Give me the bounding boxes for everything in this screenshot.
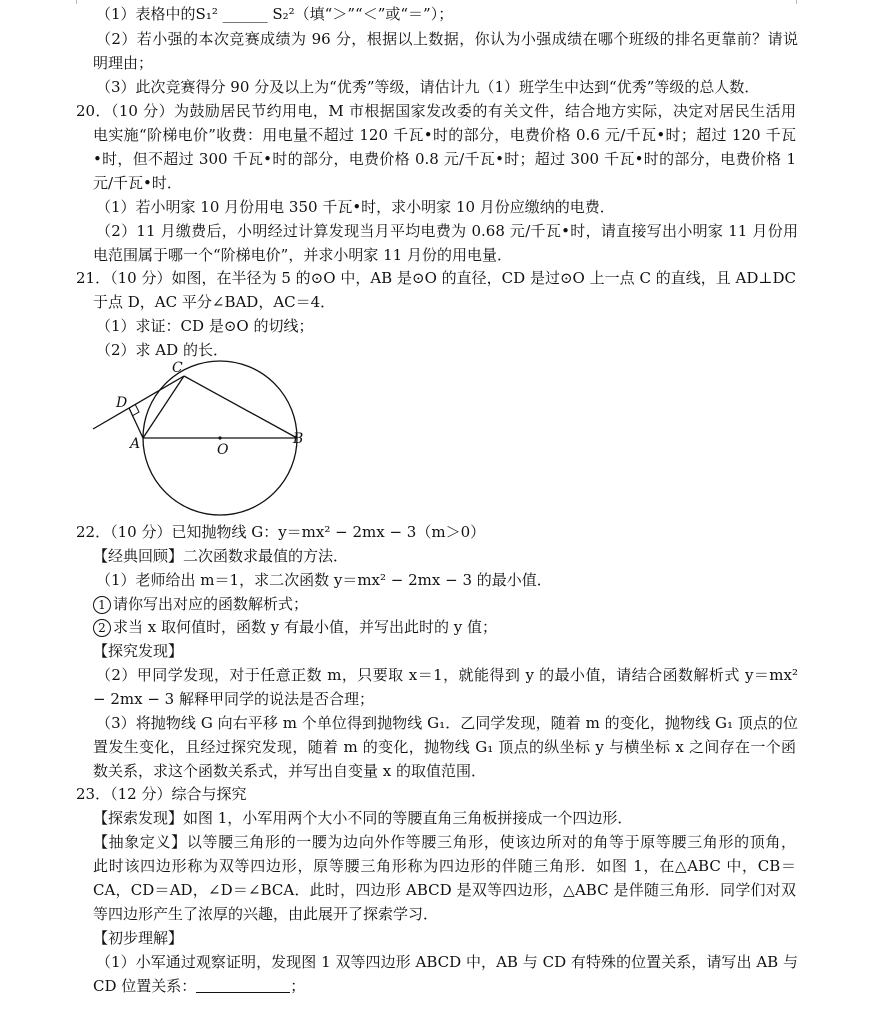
- q19-part2-line1: （2）若小强的本次竞赛成绩为 96 分，根据以上数据，你认为小强成绩在哪个班级的排名更靠前？请说: [96, 30, 798, 48]
- q20-stem-line3: •时，但不超过 300 千瓦•时的部分，电费价格 0.8 元/千瓦•时；超过 300 千瓦•时的部分，电费价格 1: [93, 150, 796, 168]
- q19-part2-line2: 明理由；: [93, 54, 154, 72]
- tangent-line-cd: [93, 376, 184, 429]
- q20-stem-line2: 电实施“阶梯电价”收费：用电量不超过 120 千瓦•时的部分，电费价格 0.6 元/千瓦•时；超过 120 千瓦: [93, 126, 796, 144]
- q22-part1-sub2: [93, 617, 497, 637]
- answer-blank[interactable]: [196, 978, 290, 993]
- q22-part1-sub2-text: 求当 x 取何值时，函数 y 有最小值，并写出此时的 y 值；: [113, 618, 498, 636]
- q21-circle-figure: [86, 356, 326, 520]
- chord-cb: [184, 376, 297, 438]
- q22-part3-line3: 数关系，求这个函数关系式，并写出自变量 x 的取值范围．: [93, 762, 486, 780]
- q23-part1-text: CD 位置关系：: [93, 977, 197, 995]
- margin-mark-left: [76, 0, 77, 4]
- q22-part2-line2: − 2mx − 3 解释甲同学的说法是否合理；: [93, 690, 374, 708]
- q22-part3-line2: 置发生变化，且经过探究发现，随着 m 的变化，抛物线 G₁ 顶点的纵坐标 y 与横坐标 x 之间存在一个函: [93, 738, 796, 756]
- q21-stem-line1: 21．（10 分）如图，在半径为 5 的⊙O 中，AB 是⊙O 的直径，CD 是过⊙O 上一点 C 的直线，且 AD⊥DC: [76, 269, 796, 287]
- q22-heading-explore: 【探究发现】: [93, 642, 184, 660]
- circled-number-1: 1: [93, 596, 111, 614]
- q19-part1: （1）表格中的S₁² ______ S₂²（填“＞”“＜”或“＝”）；: [96, 5, 454, 23]
- q23-stem: 23．（12 分）综合与探究: [76, 785, 247, 803]
- q23-definition-line1: 【抽象定义】以等腰三角形的一腰为边向外作等腰三角形，使该边所对的角等于原等腰三角形的顶角，: [93, 833, 796, 851]
- circled-number-2: 2: [93, 619, 111, 637]
- q23-part1-line2: [93, 976, 305, 996]
- label-c: C: [172, 360, 183, 376]
- q19-part3: （3）此次竞赛得分 90 分及以上为“优秀”等级，请估计九（1）班学生中达到“优秀”等级的总人数．: [96, 78, 760, 96]
- q22-heading-review: 【经典回顾】二次函数求最值的方法．: [93, 547, 349, 565]
- q20-stem-line4: 元/千瓦•时．: [93, 174, 182, 192]
- q20-part1: （1）若小明家 10 月份用电 350 千瓦•时，求小明家 10 月份应缴纳的电费．: [96, 198, 615, 216]
- q21-stem-line2: 于点 D，AC 平分∠BAD，AC＝4．: [93, 293, 336, 311]
- q22-stem: 22．（10 分）已知抛物线 G：y＝mx² − 2mx − 3（m＞0）: [76, 523, 486, 541]
- q21-part2: （2）求 AD 的长．: [96, 341, 228, 359]
- q20-stem-line1: 20．（10 分）为鼓励居民节约用电，M 市根据国家发改委的有关文件，结合地方实际，决定对居民生活用: [76, 102, 796, 120]
- segment-ad: [129, 408, 143, 438]
- q23-part1-line1: （1）小军通过观察证明，发现图 1 双等四边形 ABCD 中，AB 与 CD 有特殊的位置关系，请写出 AB 与: [96, 953, 798, 971]
- q22-part1-sub1-text: 请你写出对应的函数解析式；: [113, 595, 309, 613]
- q23-heading-understand: 【初步理解】: [93, 929, 184, 947]
- center-point-o: [218, 436, 221, 439]
- label-a: A: [130, 436, 141, 452]
- q22-part3-line1: （3）将抛物线 G 向右平移 m 个单位得到抛物线 G₁．乙同学发现，随着 m 的变化，抛物线 G₁ 顶点的位: [96, 714, 798, 732]
- margin-mark-right: [796, 0, 797, 4]
- q21-part1: （1）求证：CD 是⊙O 的切线；: [96, 317, 314, 335]
- q23-heading-discover: 【探索发现】如图 1，小军用两个大小不同的等腰直角三角板拼接成一个四边形．: [93, 809, 633, 827]
- q23-definition-line3: CA，CD＝AD，∠D＝∠BCA．此时，四边形 ABCD 是双等四边形，△ABC 是伴随三角形．同学们对双: [93, 881, 796, 899]
- label-d: D: [116, 395, 128, 411]
- q20-part2-line1: （2）11 月缴费后，小明经过计算发现当月平均电费为 0.68 元/千瓦•时，请直接写出小明家 11 月份用: [96, 222, 798, 240]
- label-o: O: [217, 442, 229, 458]
- q22-part1-sub1: [93, 594, 308, 614]
- q22-part1: （1）老师给出 m＝1，求二次函数 y＝mx² − 2mx − 3 的最小值．: [96, 571, 552, 589]
- label-b: B: [293, 431, 304, 447]
- q23-part1-end: ；: [290, 977, 306, 995]
- q23-definition-line2: 此时该四边形称为双等四边形，原等腰三角形称为四边形的伴随三角形．如图 1，在△ABC 中，CB＝: [93, 857, 796, 875]
- q22-part2-line1: （2）甲同学发现，对于任意正数 m，只要取 x＝1，就能得到 y 的最小值，请结合函数解析式 y＝mx²: [96, 666, 798, 684]
- q20-part2-line2: 电范围属于哪一个“阶梯电价”，并求小明家 11 月份的用电量．: [93, 246, 512, 264]
- q23-definition-line4: 等四边形产生了浓厚的兴趣，由此展开了探索学习．: [93, 905, 439, 923]
